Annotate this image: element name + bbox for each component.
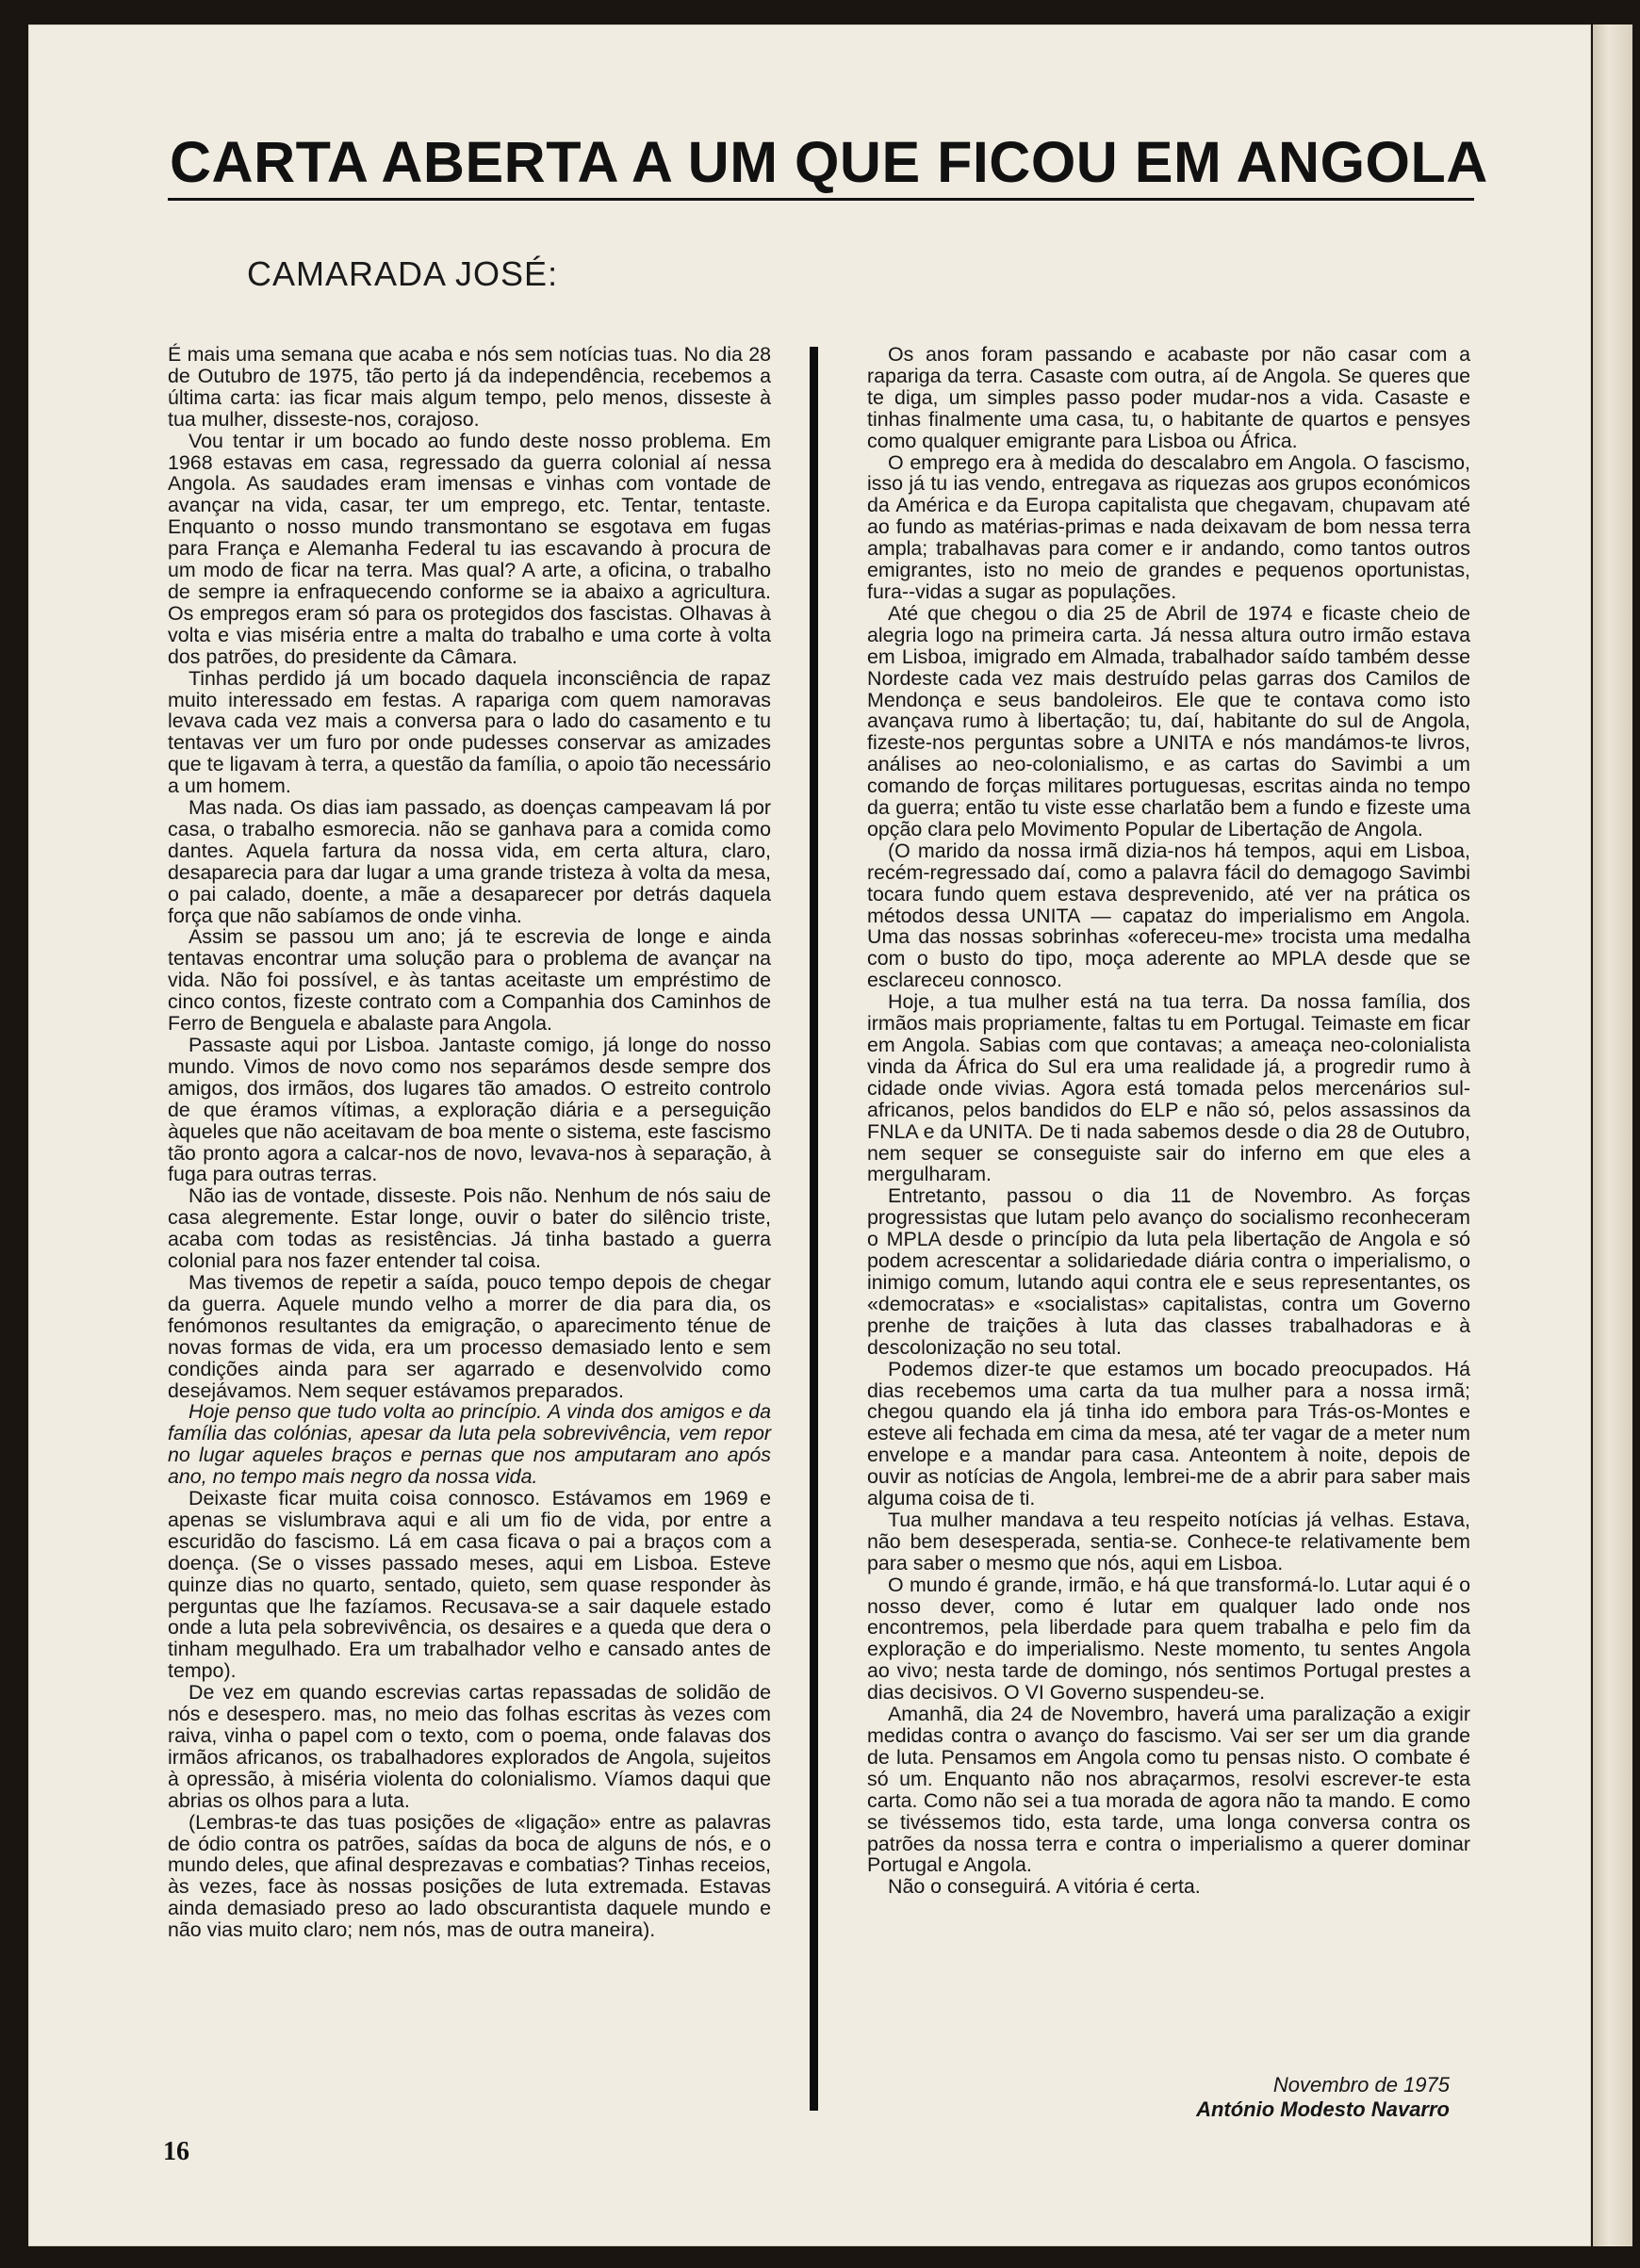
title-underline	[168, 198, 1474, 201]
paragraph: (Lembras-te das tuas posições de «ligação» entre as palavras de ódio contra os patrões, saídas da boca de alguns de nós, e o mundo deles, que afinal desprezavas e combatias? Tinhas receios, às vezes, face às nossas posições de luta extremada. Estavas ainda demasiado preso ao lado obscurantista daquele mundo e não vias muito claro; nem nós, mas de outra maneira).	[168, 1810, 771, 1942]
next-page-edge	[1593, 24, 1632, 2246]
left-column	[168, 344, 771, 1941]
paragraph: Entretanto, passou o dia 11 de Novembro. As forças progressistas que lutam pelo avanço do socialismo reconheceram o MPLA desde o princípio da luta pela libertação de Angola e só podem acrescentar a solidariedade diária contra o imperialismo, o inimigo comum, lutando aqui contra ele e seus representantes, os «democratas» e «socialistas» capitalistas, contra um Governo prenhe de traições à luta das classes trabalhadoras e à descolonização no seu total.	[867, 1184, 1470, 1359]
paragraph: Tinhas perdido já um bocado daquela inconsciência de rapaz muito interessado em festas. A rapariga com quem namoravas levava cada vez mais a conversa para o lado do casamento e tu tentavas ver um furo por onde pudesses conservar as amizades que te ligavam à terra, a questão da família, o apoio tão necessário a um homem.	[168, 666, 771, 798]
paragraph: Assim se passou um ano; já te escrevia de longe e ainda tentavas encontrar uma solução para o problema de avançar na vida. Não foi possível, e às tantas aceitaste um empréstimo de cinco contos, fizeste contrato com a Companhia dos Caminhos de Ferro de Benguela e abalaste para Angola.	[168, 925, 771, 1036]
signature-block	[1131, 2073, 1450, 2122]
author-name: António Modesto Navarro	[1196, 2097, 1450, 2121]
paragraph: O mundo é grande, irmão, e há que transformá-lo. Lutar aqui é o nosso dever, como é lutar em qualquer lado onde nos encontremos, pela liberdade para quem trabalha e pelo fim da exploração e do imperialismo. Neste momento, tu sentes Angola ao vivo; nesta tarde de domingo, nós sentimos Portugal prestes a dias decisivos. O VI Governo suspendeu-se.	[867, 1573, 1470, 1705]
paragraph: Deixaste ficar muita coisa connosco. Estávamos em 1969 e apenas se vislumbrava aqui e ali um fio de vida, por entre a escuridão do fascismo. Lá em casa ficava o pai a braços com a doença. (Se o visses passado meses, aqui em Lisboa. Esteve quinze dias no quarto, sentado, quieto, sem quase responder às perguntas que lhe fazíamos. Recusava-se a sair daquele estado onde a luta pela sobrevivência, os desaires e a queda que dera o tinham megulhado. Era um trabalhador velho e cansado antes de tempo).	[168, 1487, 771, 1683]
paragraph: É mais uma semana que acaba e nós sem notícias tuas. No dia 28 de Outubro de 1975, tão perto já da independência, recebemos a última carta: ias ficar mais algum tempo, pelo menos, disseste à tua mulher, disseste-nos, corajoso.	[168, 343, 771, 431]
paragraph: Passaste aqui por Lisboa. Jantaste comigo, já longe do nosso mundo. Vimos de novo como nos separámos desde sempre dos amigos, dos irmãos, dos lugares tão amados. O estreito controlo de que éramos vítimas, a exploração diária e a perseguição àqueles que não aceitavam de boa mente o sistema, este fascismo tão pronto agora a calcar-nos de novo, levava-nos à separação, à fuga para outras terras.	[168, 1034, 771, 1186]
right-column	[867, 344, 1470, 1898]
article-title: CARTA ABERTA A UM QUE FICOU EM ANGOLA	[170, 130, 1488, 194]
paragraph: Mas nada. Os dias iam passado, as doenças campeavam lá por casa, o trabalho esmorecia. não se ganhava para a comida como dantes. Aquela fartura da nossa vida, em certa altura, claro, desaparecia para dar lugar a uma grande tristeza à volta da mesa, o pai calado, doente, a mãe a desaparecer por detrás daquela força que não sabíamos de onde vinha.	[168, 796, 771, 927]
column-divider	[810, 347, 818, 2111]
paragraph: Hoje, a tua mulher está na tua terra. Da nossa família, dos irmãos mais propriamente, faltas tu em Portugal. Teimaste em ficar em Angola. Sabias com que contavas; a ameaça neo-colonialista vinda da África do Sul era uma realidade já, a progredir rumo à cidade onde vivias. Agora está tomada pelos mercenários sul-africanos, pelos bandidos do ELP e não só, pelos assassinos da FNLA e da UNITA. De ti nada sabemos desde o dia 28 de Outubro, nem sequer se conseguiste sair do inferno em que eles a mergulharam.	[867, 990, 1470, 1186]
salutation: CAMARADA JOSÉ:	[247, 254, 559, 293]
letter-date: Novembro de 1975	[1272, 2073, 1450, 2097]
paragraph: De vez em quando escrevias cartas repassadas de solidão de nós e desespero. mas, no meio das folhas escritas às vezes com raiva, vinha o papel com o texto, com o poema, onde falavas dos irmãos africanos, os trabalhadores explorados de Angola, sujeitos à opressão, à miséria violenta do colonialismo. Víamos daqui que abrias os olhos para a luta.	[168, 1681, 771, 1812]
italic-paragraph: Hoje penso que tudo volta ao princípio. A vinda dos amigos e da família das colónias, apesar da luta pela sobrevivência, vem repor no lugar aqueles braços e pernas que nos amputaram ano após ano, no tempo mais negro da nossa vida.	[168, 1400, 771, 1489]
paragraph: Não ias de vontade, disseste. Pois não. Nenhum de nós saiu de casa alegremente. Estar longe, ouvir o bater do silêncio triste, acaba com todas as resistências. Já tinha bastado a guerra colonial para nos fazer entender tal coisa.	[168, 1184, 771, 1273]
paragraph: Vou tentar ir um bocado ao fundo deste nosso problema. Em 1968 estavas em casa, regressado da guerra colonial aí nessa Angola. As saudades eram imensas e vinhas com vontade de avançar na vida, casar, ter um emprego, etc. Tentar, tentaste. Enquanto o nosso mundo transmontano se esgotava em fugas para França e Alemanha Federal tu ias escavando à procura de um modo de ficar na terra. Mas qual? A arte, a oficina, o trabalho de sempre ia enfraquecendo conforme se ia abaixo a agricultura. Os empregos eram só para os protegidos dos fascistas. Olhavas à volta e vias miséria entre a malta do trabalho e uma corte à volta dos patrões, do presidente da Câmara.	[168, 429, 771, 668]
paragraph: O emprego era à medida do descalabro em Angola. O fascismo, isso já tu ias vendo, entregava as riquezas aos grupos económicos da América e da Europa capitalista que chegavam, chupavam até ao fundo as matérias-primas e nada deixavam de bom nessa terra ampla; trabalhavas para comer e ir andando, como tantos outros emigrantes, isto no meio de grandes e pequenos oportunistas, fura--vidas a sugar as populações.	[867, 450, 1470, 603]
page-number: 16	[163, 2137, 189, 2166]
paragraph: Tua mulher mandava a teu respeito notícias já velhas. Estava, não bem desesperada, sentia-se. Conhece-te relativamente bem para saber o mesmo que nós, aqui em Lisboa.	[867, 1508, 1470, 1575]
paragraph: Mas tivemos de repetir a saída, pouco tempo depois de chegar da guerra. Aquele mundo velho a morrer de dia para dia, os fenómonos resultantes da emigração, o aparecimento ténue de novas formas de vida, era um processo demasiado lento e sem condições ainda para ser agarrado e desenvolvido como desejávamos. Nem sequer estávamos preparados.	[168, 1270, 771, 1402]
paragraph: Amanhã, dia 24 de Novembro, haverá uma paralização a exigir medidas contra o avanço do fascismo. Vai ser ser um dia grande de luta. Pensamos em Angola como tu pensas nisto. O combate é só um. Enquanto não nos abraçarmos, resolvi escrever-te esta carta. Como não sei a tua morada de agora não ta mando. E como se tivéssemos tido, esta tarde, uma longa conversa contra os patrões da nossa terra e contra o imperialismo a querer dominar Portugal e Angola.	[867, 1703, 1470, 1877]
paragraph: (O marido da nossa irmã dizia-nos há tempos, aqui em Lisboa, recém-regressado daí, como a palavra fácil do demagogo Savimbi tocara fundo quem estava desprevenido, até ver na prática os métodos dessa UNITA — capataz do imperialismo em Angola. Uma das nossas sobrinhas «ofereceu-me» trocista uma medalha com o busto do tipo, moça aderente ao MPLA desde que se esclareceu connosco.	[867, 839, 1470, 992]
paragraph: Os anos foram passando e acabaste por não casar com a rapariga da terra. Casaste com outra, aí de Angola. Se queres que te diga, um simples passo poder mudar-nos a vida. Casaste e tinhas finalmente uma casa, tu, o habitante de quartos e pensyes como qualquer emigrante para Lisboa ou África.	[867, 343, 1470, 452]
paragraph: Até que chegou o dia 25 de Abril de 1974 e ficaste cheio de alegria logo na primeira carta. Já nessa altura outro irmão estava em Lisboa, imigrado em Almada, trabalhador saído também desse Nordeste cada vez mais destruído pelas garras dos Camilos de Mendonça e seus bandoleiros. Ele que te contava como isto avançava rumo à libertação; tu, daí, habitante do sul de Angola, fizeste-nos perguntas sobre a UNITA e nós mandámos-te livros, análises ao neo-colonialismo, e as cartas do Savimbi a um comando de forças militares portuguesas, escritas ainda no tempo da guerra; então tu viste esse charlatão bem a fundo e fizeste uma opção clara pelo Movimento Popular de Libertação de Angola.	[867, 601, 1470, 840]
paragraph: Podemos dizer-te que estamos um bocado preocupados. Há dias recebemos uma carta da tua mulher para a nossa irmã; chegou quando ela já tinha ido embora para Trás-os-Montes e esteve ali fechada em cima da mesa, até ter vagar de a meter num envelope e a mandar para casa. Anteontem à noite, depois de ouvir as notícias de Angola, lembrei-me de a abrir para saber mais alguma coisa de ti.	[867, 1357, 1470, 1510]
paragraph: Não o conseguirá. A vitória é certa.	[888, 1875, 1201, 1899]
